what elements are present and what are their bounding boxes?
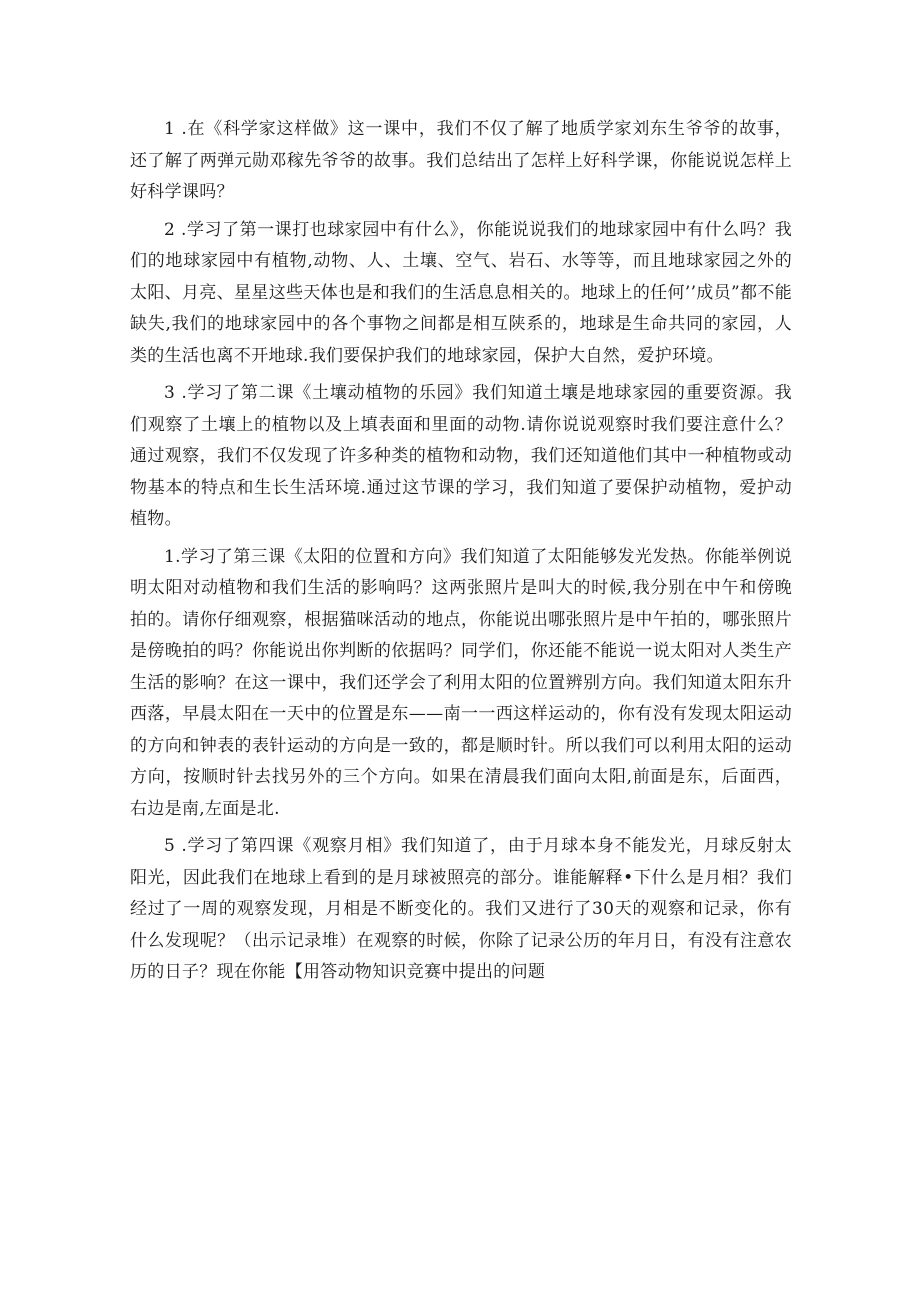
paragraph-5: 5 .学习了第四课《观察月相》我们知道了，由于月球本身不能发光，月球反射太阳光，因此我们在地球上看到的是月球被照亮的部分。谁能解释•下什么是月相？我们经过了一周的观察发现，月相是不断变化的。我们又进行了30天的观察和记录，你有什么发现呢？（出示记录堆）在观察的时候，你除了记录公历的年月日，有没有注意农历的日子？现在你能【用答动物知识竞赛中提出的问题: [130, 836, 792, 982]
paragraph-2: 2 .学习了第一课打也球家园中有什么》，你能说说我们的地球家园中有什么吗？我们的地球家园中有植物,动物、人、土壤、空气、岩石、水等等，而且地球家园之外的太阳、月亮、星星这些天体也是和我们的生活息息相关的。地球上的任何’’成员”都不能缺失,我们的地球家园中的各个事物之间都是相互陕系的，地球是生命共同的家园，人类的生活也离不开地球.我们要保护我们的地球家园，保护大自然，爱护环境。: [130, 219, 792, 366]
paragraph-4: 1.学习了第三课《太阳的位置和方向》我们知道了太阳能够发光发热。你能举例说明太阳对动植物和我们生活的影响吗？这两张照片是叫大的时候,我分别在中午和傍晚拍的。请你仔细观察，根据猫咪活动的地点，你能说出哪张照片是中午拍的，哪张照片是傍晚拍的吗？你能说出你判断的依据吗？同学们，你还能不能说一说太阳对人类生产生活的影响？在这一课中，我们还学会了利用太阳的位置辨别方向。我们知道太阳东升西落，早晨太阳在一天中的位置是东——南一一西这样运动的，你有没有发现太阳运动的方向和钟表的表针运动的方向是一致的，都是顺时针。所以我们可以利用太阳的运动方向，按顺时针去找另外的三个方向。如果在清晨我们面向太阳,前面是东，后面西，右边是南,左面是北.: [130, 546, 792, 819]
paragraph-1: 1 .在《科学家这样做》这一课中，我们不仅了解了地质学家刘东生爷爷的故事，还了解了两弹元勋邓稼先爷爷的故事。我们总结出了怎样上好科学课，你能说说怎样上好科学课吗？: [130, 119, 792, 202]
document-body: [130, 114, 792, 995]
paragraph-3: 3 .学习了第二课《土壤动植物的乐园》我们知道土壤是地球家园的重要资源。我们观察了土壤上的植物以及上填表面和里面的动物.请你说说观察时我们要注意什么？通过观察，我们不仅发现了许多种类的植物和动物，我们还知道他们其中一种植物或动物基本的特点和生长生活环境.通过这节课的学习，我们知道了要保护动植物，爱护动植物。: [130, 383, 792, 529]
